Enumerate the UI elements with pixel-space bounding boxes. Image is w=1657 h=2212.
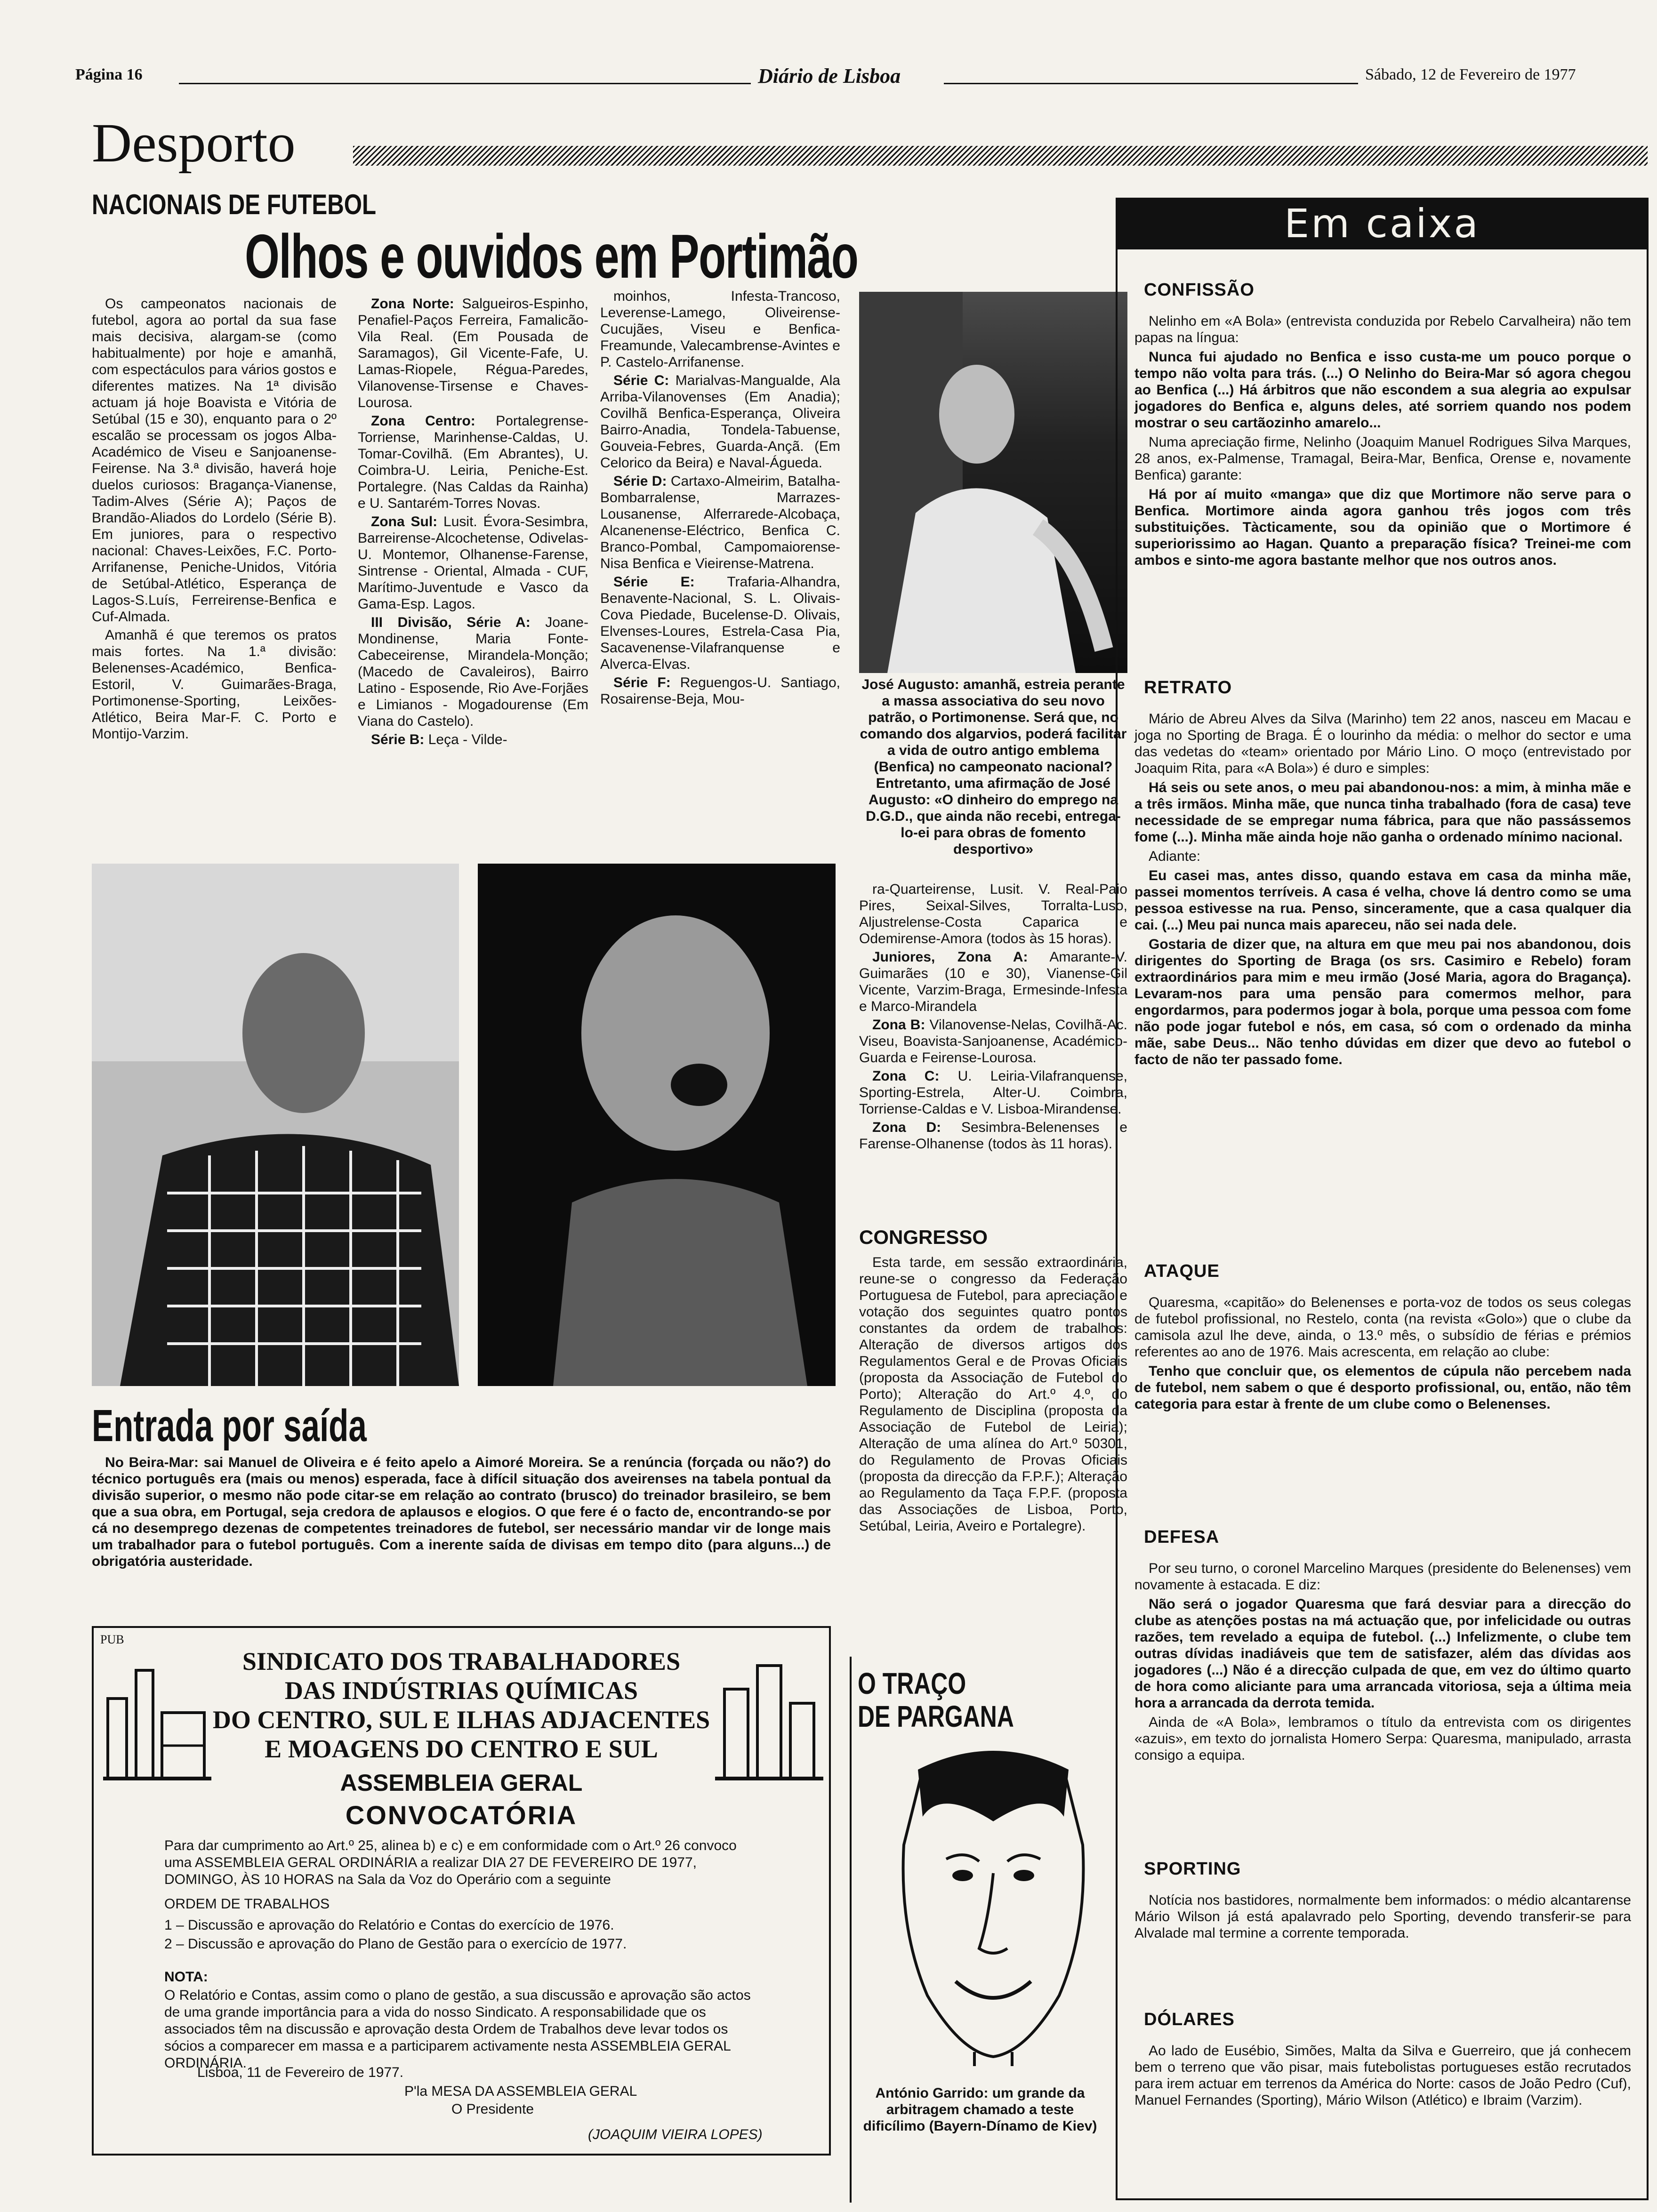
caixa-section-heading: CONFISSÃO	[1144, 280, 1255, 300]
ad-pub-label: PUB	[100, 1633, 124, 1646]
traco-title-2: DE PARGANA	[858, 1699, 1014, 1733]
caixa-section-body	[1134, 711, 1631, 1071]
paragraph-text: Sesimbra-Belenenses e Farense-Olhanense (todos às 11 horas).	[859, 1120, 1127, 1152]
article-paragraph	[600, 288, 840, 370]
article-paragraph	[600, 473, 840, 572]
paragraph-text: moinhos, Infesta-Trancoso, Leverense-Lamego, Oliveirense-Cucujães, Viseu e Benfica-Freamunde, Valecambrense-Avintes e P. Castelo-Arrifanense.	[600, 289, 840, 370]
article-column-3	[600, 288, 840, 709]
article-paragraph	[358, 614, 588, 729]
section-title-hatch	[353, 146, 1648, 166]
ad-line-3: DO CENTRO, SUL E ILHAS ADJACENTES	[212, 1706, 710, 1734]
ad-nota: O Relatório e Contas, assim como o plano de gestão, a sua discussão e aprovação são actos de uma grande importância para a vida do nosso Sindicato. A responsabilidade que os associados têm na discussão e aprovação desta Ordem de Trabalhos deve levar todos os sócios a comparecer em massa e a participarem activamente nesta ASSEMBLEIA GERAL ORDINÁRIA.	[164, 1988, 751, 2071]
paragraph-text: Portalegrense-Torriense, Marinhense-Caldas, U. Tomar-Covilhã. (Em Abrantes), U. Coimbra-U. Leiria, Peniche-Est. Portalegre. (Nas Caldas da Rainha) e U. Santarém-Torres Novas.	[358, 413, 589, 511]
caixa-paragraph: Numa apreciação firme, Nelinho (Joaquim Manuel Rodrigues Silva Marques, 28 anos, ex-Palmense, Tramagal, Beira-Mar, Benfica, Orense e, novamente Benfica) garante:	[1134, 434, 1631, 483]
em-caixa-header	[1116, 198, 1649, 249]
article-column-1	[92, 296, 337, 744]
caixa-paragraph: Ao lado de Eusébio, Simões, Malta da Silva e Guerreiro, que já conhecem bem o terreno que vão pisar, mais futebolistas portugueses estão recrutados para irem actuar em terrenos da América do Norte: casos de João Pedro (Cuf), Manuel Fernandes (Sporting), Mário Wilson (Atlético) e Ibraim (Varzim).	[1134, 2043, 1631, 2108]
trainer-photo-left	[92, 864, 459, 1386]
paragraph-text: Salgueiros-Espinho, Penafiel-Paços Ferreira, Famalicão-Vila Real. (Em Pousada de Saramagos), Gil Vicente-Fafe, U. Lamas-Riopele, Régua-Paredes, Vilanovense-Tirsense e Chaves-Lourosa.	[358, 296, 588, 410]
paragraph-label: Juniores, Zona A:	[872, 949, 1028, 965]
caixa-paragraph: Notícia nos bastidores, normalmente bem informados: o médio alcantarense Mário Wilson já está apalavrado pelo Sporting, devendo transferir-se para Alvalade mal termine a corrente temporada.	[1134, 1892, 1631, 1941]
paragraph-label: Série C:	[613, 373, 669, 388]
ad-item-1: 1 – Discussão e aprovação do Relatório e Contas do exercício de 1976.	[164, 1917, 614, 1933]
article-column-4	[859, 881, 1127, 1154]
paragraph-label: Zona Norte:	[371, 296, 454, 312]
ad-line-6: CONVOCATÓRIA	[345, 1800, 578, 1830]
article-paragraph: Os campeonatos nacionais de futebol, agora ao portal da sua fase mais decisiva, alargam-se (como habitualmente) por hoje e amanhã, com espectáculos para vários gostos e diferentes matizes. Na 1ª divisão actuam já hoje Boavista e Vitória de Setúbal (15 e 30), enquanto para o 2º escalão se processam os jogos Alba-Académico de Viseu e Sanjoanense-Feirense. Na 3.ª divisão, haverá hoje duelos curiosos: Bragança-Vianense, Tadim-Alves (Série A); Paços de Brandão-Aliados do Lordelo (Série B). Em juniores, para o respectivo nacional: Chaves-Leixões, F.C. Porto-Arrifanense, Peniche-Unidos, Vitória de Setúbal-Atlético, Esperança de Lagos-S.Luís, Ferreirense-Benfica e Cuf-Almada.	[92, 296, 337, 625]
caixa-section-heading: DÓLARES	[1144, 2010, 1235, 2029]
traco-title-1: O TRAÇO	[858, 1667, 966, 1700]
article-paragraph	[859, 1017, 1127, 1066]
jose-augusto-figure	[859, 292, 1127, 673]
ad-line-5: ASSEMBLEIA GERAL	[340, 1770, 583, 1796]
paragraph-text: Reguengos-U. Santiago, Rosairense-Beja, Mou-	[600, 675, 840, 707]
paragraph-text: ra-Quarteirense, Lusit. V. Real-Paio Pires, Seixal-Silves, Torralta-Luso, Aljustrelense-Costa Caparica e Odemirense-Amora (todos às 15 horas).	[859, 882, 1127, 946]
em-caixa-title: Em caixa	[1284, 200, 1480, 247]
ad-line-4: E MOAGENS DO CENTRO E SUL	[265, 1735, 658, 1763]
article-paragraph	[600, 674, 840, 707]
photo-caption-jose-augusto: José Augusto: amanhã, estreia perante a massa associativa do seu novo patrão, o Portimonense. Será que, no comando dos algarvios, poderá facilitar a vida de outro antigo emblema (Benfica) no campeonato nacional? Entretanto, uma afirmação de José Augusto: «O dinheiro do emprego na D.G.D., que ainda não recebi, entrega-lo-ei para obras de fomento desportivo»	[860, 677, 1127, 857]
paragraph-label: Zona C:	[872, 1068, 940, 1084]
caixa-section-body	[1134, 1294, 1631, 1415]
caixa-paragraph: Quaresma, «capitão» do Belenenses e porta-voz de todos os seus colegas de futebol profissional, no Restelo, conta (na revista «Golo») que o clube da camisola azul lhe deve, ainda, o 13.º mês, o subsídio de férias e prémios referentes ao ano de 1976. Mais acrescenta, em relação ao clube:	[1134, 1295, 1631, 1360]
garrido-caricature	[866, 1751, 1120, 2066]
article-paragraph	[600, 372, 840, 471]
paragraph-text: U. Leiria-Vilafranquense, Sporting-Estrela, Alter-U. Coimbra, Torriense-Caldas e V. Lisboa-Mirandense.	[859, 1068, 1128, 1117]
caixa-paragraph: Há por aí muito «manga» que diz que Mortimore não serve para o Benfica. Mortimore ainda agora ganhou três jogos com três substituições. Tàcticamente, sou da opinião que o Mortimore é superiorissimo ao Hagan. Quanto a preparação física? Treinei-me com ambos e sinto-me agora bastante melhor que nos outros anos.	[1134, 487, 1631, 568]
trainer-figure-right	[478, 864, 836, 1386]
caixa-paragraph: Há seis ou sete anos, o meu pai abandonou-nos: a mim, à minha mãe e a três irmãos. Minha mãe, que nunca tinha trabalhado (fora de casa) teve necessidade de se empregar numa fábrica, para que não passássemos fome (...). Minha mãe ainda hoje não ganha o ordenado mínimo nacional.	[1134, 780, 1631, 845]
caixa-section-heading: RETRATO	[1144, 678, 1232, 697]
paragraph-text: Vilanovense-Nelas, Covilhã-Ac. Viseu, Boavista-Sanjoanense, Académico-Guarda e Feirense-Lourosa.	[859, 1017, 1127, 1066]
header-rule-left	[179, 83, 751, 84]
caixa-section-heading: DEFESA	[1144, 1527, 1220, 1547]
caixa-paragraph: Nunca fui ajudado no Benfica e isso custa-me um pouco porque o tempo não volta para trás. (...) O Nelinho do Beira-Mar só agora chegou ao Benfica (...) Há árbitros que não escondem a sua alegria ao expulsar jogadores do Benfica e, alguns deles, até sorriem quando nos podem mostrar o seu cartãozinho amarelo...	[1134, 349, 1631, 431]
trainer-figure-left	[92, 864, 459, 1386]
ad-line-2: DAS INDÚSTRIAS QUÍMICAS	[284, 1676, 638, 1705]
caixa-paragraph: Nelinho em «A Bola» (entrevista conduzida por Rebelo Carvalheira) não tem papas na língua:	[1134, 313, 1631, 345]
caixa-section-heading: SPORTING	[1144, 1859, 1241, 1879]
caixa-section-heading: ATAQUE	[1144, 1261, 1220, 1281]
paragraph-label: Zona Sul:	[371, 514, 438, 529]
paragraph-text: Lusit. Évora-Sesimbra, Barreirense-Alcochetense, Odivelas-U. Montemor, Olhanense-Farense, Sintrense - Oriental, Almada - CUF, Marítimo-Juventude e Vasco da Gama-Esp. Lagos.	[358, 514, 589, 612]
paragraph-label: Série E:	[613, 574, 695, 590]
paragraph-text: Joane-Mondinense, Maria Fonte-Cabeceirense, Mirandela-Monção; (Macedo de Cavaleiros), Bairro Latino - Esposende, Rio Ave-Forjães e Limianos - Mogadourense (Em Viana do Castelo).	[358, 615, 588, 729]
masthead: Diário de Lisboa	[758, 64, 901, 88]
caixa-section-body	[1134, 1892, 1631, 1944]
traco-caption: António Garrido: um grande da arbitragem chamado a teste dificílimo (Bayern-Dínamo de Kiev)	[863, 2085, 1097, 2134]
caixa-paragraph: Tenho que concluir que, os elementos de cúpula não percebem nada de futebol, nem sabem o que é desporto profissional, ou, então, não têm categoria para estar à frente de um clube como o Belenenses.	[1134, 1363, 1631, 1412]
paragraph-label: Zona D:	[872, 1120, 941, 1135]
ad-intro: Para dar cumprimento ao Art.º 25, alinea b) e c) e em conformidade com o Art.º 26 convoco uma ASSEMBLEIA GERAL ORDINÁRIA a realizar DIA 27 DE FEVEREIRO DE 1977, DOMINGO, ÀS 10 HORAS na Sala da Voz do Operário com a seguinte	[164, 1838, 737, 1887]
caixa-paragraph: Gostaria de dizer que, na altura em que meu pai nos abandonou, dois dirigentes do Sporting de Braga (os srs. Casimiro e Rebelo) foram extraordinários para mim e meu irmão (José Maria, agora do Bragança). Levaram-nos para uma pensão para comermos melhor, para engordarmos, para podermos jogar à bola, porque uma pessoa com fome não pode jogar futebol e nós, em casa, só com o ordenado da minha mãe, sabe Deus... Não tenho dúvidas em dizer que devo ao futebol o facto de não ter passado fome.	[1134, 937, 1631, 1067]
paragraph-label: Série B:	[371, 732, 425, 747]
caixa-paragraph: Eu casei mas, antes disso, quando estava em casa da minha mãe, passei momentos terríveis. A casa é velha, chove lá dentro como se uma pessoa estivesse na rua. Penso, sinceramente, que a casa qualquer dia cai. (...) Meu pai nunca mais apareceu, não sei nada dele.	[1134, 868, 1631, 933]
paragraph-text: Cartaxo-Almeirim, Batalha-Bombarralense, Marrazes-Lousanense, Alferrarede-Alcobaça, Alcanenense-Eléctrico, Benfica C. Branco-Pombal, Campomaiorense-Nisa Benfica e Vieirense-Matrena.	[600, 473, 840, 571]
sindicato-ad	[92, 1626, 831, 2156]
issue-date: Sábado, 12 de Fevereiro de 1977	[1365, 66, 1576, 83]
article-paragraph	[358, 731, 588, 748]
article-paragraph	[859, 949, 1127, 1015]
caixa-paragraph: Adiante:	[1149, 849, 1201, 864]
caixa-paragraph: Por seu turno, o coronel Marcelino Marques (presidente do Belenenses) vem novamente à estacada. E diz:	[1134, 1561, 1631, 1593]
ad-ordem: ORDEM DE TRABALHOS	[164, 1896, 330, 1912]
ad-line-1: SINDICATO DOS TRABALHADORES	[242, 1647, 681, 1675]
ad-item-2: 2 – Discussão e aprovação do Plano de Gestão para o exercício de 1977.	[164, 1936, 627, 1952]
article-paragraph	[859, 1119, 1127, 1152]
entrada-text	[92, 1454, 831, 1571]
paragraph-text: Marialvas-Mangualde, Ala Arriba-Vilanovenses (Em Anadia); Covilhã Benfica-Esperança, Oliveira Bairro-Anadia, Tondela-Tabuense, Gouveia-Febres, Guarda-Ançã. (Em Celorico da Beira) e Naval-Águeda.	[600, 373, 840, 471]
paragraph-text: Trafaria-Alhandra, Benavente-Nacional, S. L. Olivais-Cova Piedade, Bucelense-D. Olivais, Elvenses-Loures, Estrela-Casa Pia, Sacavenense-Vilafranquense e Alverca-Elvas.	[600, 574, 840, 672]
header-rule-right	[944, 83, 1358, 84]
trainer-photo-right	[478, 864, 836, 1386]
entrada-headline: Entrada por saída	[92, 1401, 367, 1451]
caixa-paragraph: Mário de Abreu Alves da Silva (Marinho) tem 22 anos, nasceu em Macau e joga no Sporting de Braga. É o lourinho da média: o melhor do sector e uma das vedetas do «team» orientado por Mário Lino. O moço (entrevistado por Joaquim Rita, para «A Bola») é duro e simples:	[1134, 711, 1631, 776]
ad-date: Lisboa, 11 de Fevereiro de 1977.	[197, 2065, 404, 2080]
caixa-paragraph: Ainda de «A Bola», lembramos o título da entrevista com os dirigentes «azuis», em texto do jornalista Homero Serpa: Quaresma, manipulado, arrasta consigo a equipa.	[1134, 1715, 1631, 1763]
paragraph-text: Amarante-V. Guimarães (10 e 30), Vianense-Gil Vicente, Varzim-Braga, Ermesinde-Infesta e Marco-Mirandela	[859, 949, 1127, 1014]
article-paragraph	[600, 574, 840, 673]
article-paragraph	[859, 881, 1127, 947]
article-column-2	[358, 296, 588, 750]
paragraph-label: Série D:	[613, 473, 667, 489]
traco-rule	[850, 1657, 852, 2203]
congresso-paragraph: Esta tarde, em sessão extraordinária, reune-se o congresso da Federação Portuguesa de Futebol, para apreciação e votação dos seguintes quatro pontos constantes da ordem de trabalhos: Alteração de diversos artigos dos Regulamentos Geral e de Provas Oficiais (proposta da Associação de Futebol do Porto); Alteração do Art.º 4.º, do Regulamento de Disciplina (proposta da Associação de Futebol de Leiria); Alteração de uma alínea do Art.º 50301, do Regulamento de Provas Oficiais (proposta da direcção da F.P.F.); Alteração ao Regulamento da Taça F.P.F. (proposta das Associações de Lisboa, Porto, Setúbal, Leiria, Aveiro e Portalegre).	[859, 1255, 1127, 1534]
congresso-text	[859, 1254, 1127, 1536]
article-paragraph: Amanhã é que teremos os pratos mais fortes. Na 1.ª divisão: Belenenses-Académico, Benfica-Estoril, V. Guimarães-Braga, Portimonense-Sporting, Leixões-Atlético, Beira Mar-F. C. Porto e Montijo-Varzim.	[92, 627, 337, 742]
main-headline: Olhos e ouvidos em Portimão	[245, 222, 858, 291]
paragraph-label: Zona Centro:	[371, 413, 475, 429]
ad-sign-3: (JOAQUIM VIEIRA LOPES)	[588, 2127, 763, 2142]
ad-sign-1: P'la MESA DA ASSEMBLEIA GERAL	[404, 2084, 637, 2099]
congresso-heading: CONGRESSO	[859, 1226, 988, 1248]
paragraph-text: Leça - Vilde-	[424, 732, 507, 747]
ad-sign-2: O Presidente	[451, 2101, 534, 2117]
article-paragraph	[358, 513, 588, 612]
caixa-section-body	[1134, 2043, 1631, 2111]
paragraph-label: Série F:	[613, 675, 671, 690]
entrada-paragraph: No Beira-Mar: sai Manuel de Oliveira e é feito apelo a Aimoré Moreira. Se a renúncia (forçada ou não?) do técnico português era (mais ou menos) esperada, face à difícil situação dos aveirenses na tabela pontual da divisão superior, o mesmo não pode citar-se em relação ao contrato (brusco) do treinador brasileiro, se bem que a sua obra, em Portugal, seja credora de aplausos e elogios. O que fere é o facto de, encontrando-se por cá no desemprego dezenas de competentes treinadores de futebol, ser necessário mandar vir de longe mais um trabalhador para o futebol português. Com a inerente saída de divisas em tempo dito (para alguns...) de obrigatória austeridade.	[92, 1455, 831, 1569]
article-paragraph	[358, 296, 588, 411]
kicker: NACIONAIS DE FUTEBOL	[92, 189, 377, 220]
jose-augusto-photo	[859, 292, 1127, 673]
page-number: Página 16	[75, 66, 143, 83]
caixa-section-body	[1134, 313, 1631, 571]
caixa-paragraph: Não será o jogador Quaresma que fará desviar para a direcção do clube as atenções postas na má actuação que, por infelicidade ou outras razões, tem revelado a equipa de futebol. (...) Infelizmente, o clube tem outras dívidas inadiáveis que tem de satisfazer, além das dívidas aos jogadores (...) Não é a direcção culpada de que, em vez do último quarto de hora como aliciante para uma arrancada vitoriosa, seja a última meia hora a arrancada da derrota temida.	[1134, 1596, 1631, 1711]
article-paragraph	[358, 413, 588, 512]
paragraph-label: Zona B:	[872, 1017, 925, 1033]
article-paragraph	[859, 1068, 1127, 1117]
caixa-section-body	[1134, 1560, 1631, 1766]
section-title: Desporto	[92, 112, 296, 174]
ad-nota-label: NOTA:	[164, 1969, 208, 1985]
paragraph-label: III Divisão, Série A:	[371, 615, 531, 630]
